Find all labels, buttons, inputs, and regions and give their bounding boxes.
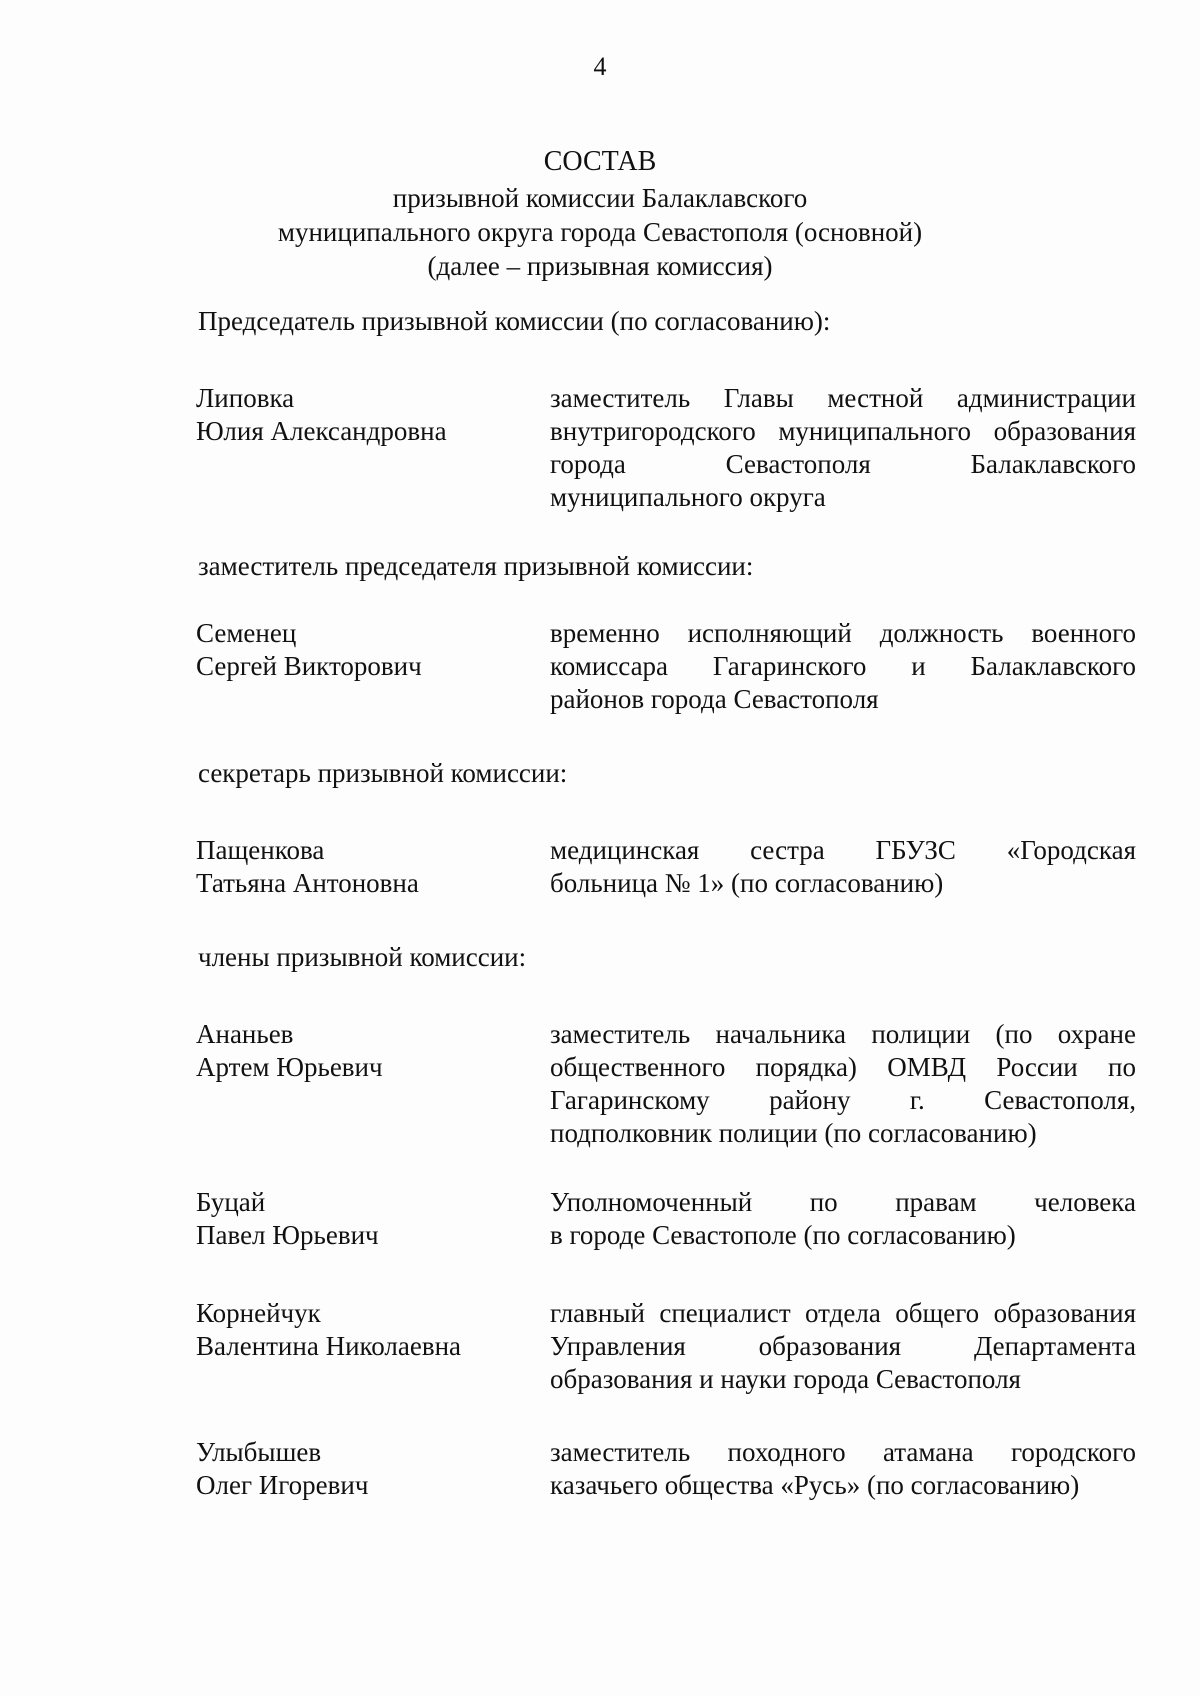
- member-role: [550, 1436, 1136, 1502]
- member-given-name: Юлия Александровна: [196, 416, 447, 446]
- title-line: (далее – призывная комиссия): [427, 251, 773, 281]
- member-surname: Корнейчук: [196, 1298, 321, 1328]
- role-line: подполковник полиции (по согласованию): [550, 1118, 1037, 1148]
- member-name: [196, 834, 536, 900]
- member-name: [196, 1186, 536, 1252]
- role-line: общественного порядка) ОМВД России по: [550, 1052, 1136, 1082]
- title-line: призывной комиссии Балаклавского: [392, 183, 808, 213]
- title-line: муниципального округа города Севастополя (основной): [277, 217, 923, 247]
- member-name: [196, 617, 536, 683]
- member-surname: Улыбышев: [196, 1437, 322, 1467]
- member-surname: Семенец: [196, 618, 297, 648]
- member-name: [196, 382, 536, 448]
- role-line: главный специалист отдела общего образования: [550, 1298, 1136, 1328]
- member-role: [550, 834, 1136, 900]
- member-given-name: Валентина Николаевна: [196, 1331, 462, 1361]
- member-given-name: Олег Игоревич: [196, 1470, 369, 1500]
- member-surname: Буцай: [196, 1187, 266, 1217]
- member-given-name: Артем Юрьевич: [196, 1052, 383, 1082]
- role-line: города Севастополя Балаклавского: [550, 449, 1136, 479]
- title-main: СОСТАВ: [543, 146, 657, 177]
- role-line: районов города Севастополя: [550, 684, 879, 714]
- member-role: [550, 1018, 1136, 1150]
- member-role: [550, 1297, 1136, 1396]
- role-line: заместитель начальника полиции (по охране: [550, 1019, 1136, 1049]
- member-role: [550, 617, 1136, 716]
- role-line: казачьего общества «Русь» (по согласованию): [550, 1470, 1080, 1500]
- section-heading-deputy: заместитель председателя призывной комиссии:: [198, 551, 754, 581]
- role-line: образования и науки города Севастополя: [550, 1364, 1021, 1394]
- role-line: Уполномоченный по правам человека: [550, 1187, 1136, 1217]
- role-line: Управления образования Департамента: [550, 1331, 1136, 1361]
- page-number: 4: [593, 52, 607, 81]
- section-heading-members: члены призывной комиссии:: [198, 942, 527, 972]
- role-line: комиссара Гагаринского и Балаклавского: [550, 651, 1136, 681]
- section-heading-secretary: секретарь призывной комиссии:: [198, 758, 568, 788]
- member-role: [550, 382, 1136, 514]
- role-line: Гагаринскому району г. Севастополя,: [550, 1085, 1136, 1115]
- member-given-name: Татьяна Антоновна: [196, 868, 419, 898]
- document-title: [0, 145, 1200, 283]
- member-given-name: Сергей Викторович: [196, 651, 422, 681]
- role-line: медицинская сестра ГБУЗС «Городская: [550, 835, 1136, 865]
- member-given-name: Павел Юрьевич: [196, 1220, 379, 1250]
- member-name: [196, 1436, 536, 1502]
- role-line: временно исполняющий должность военного: [550, 618, 1136, 648]
- member-role: [550, 1186, 1136, 1252]
- member-surname: Пащенкова: [196, 835, 325, 865]
- role-line: больница № 1» (по согласованию): [550, 868, 944, 898]
- member-surname: Ананьев: [196, 1019, 294, 1049]
- role-line: заместитель походного атамана городского: [550, 1437, 1136, 1467]
- role-line: внутригородского муниципального образования: [550, 416, 1136, 446]
- role-line: в городе Севастополе (по согласованию): [550, 1220, 1016, 1250]
- section-heading-chair: Председатель призывной комиссии (по согласованию):: [198, 306, 831, 336]
- member-name: [196, 1297, 536, 1363]
- role-line: муниципального округа: [550, 482, 826, 512]
- role-line: заместитель Главы местной администрации: [550, 383, 1136, 413]
- member-name: [196, 1018, 536, 1084]
- member-surname: Липовка: [196, 383, 295, 413]
